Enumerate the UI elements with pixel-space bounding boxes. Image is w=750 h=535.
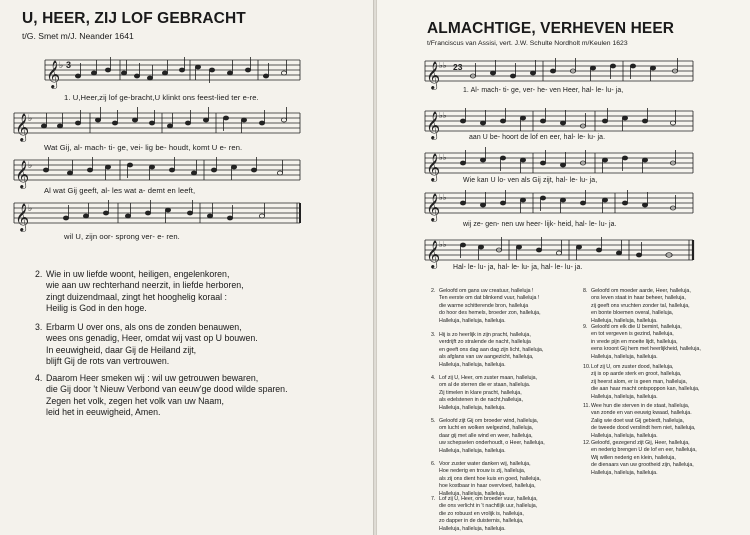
treble-clef-icon: 𝄞: [15, 160, 30, 188]
lyric-line: wil U, zijn oor- sprong ver- e- ren.: [64, 232, 180, 241]
treble-clef-icon: 𝄞: [46, 60, 61, 88]
treble-clef-icon: 𝄞: [426, 193, 441, 221]
flat-icon: ♭: [28, 204, 33, 214]
flat-icon: ♭♭: [439, 240, 447, 249]
staff-2: [14, 113, 300, 133]
lyric-line: wij ze- gen- nen uw heer- lijk- heid, hal- le- lu- ja.: [463, 221, 617, 228]
lyric-line: Al wat Gij geeft, al- les wat a- demt en leeft,: [44, 186, 196, 195]
time-signature: 23: [453, 62, 463, 72]
lyric-line: aan U be- hoort de lof en eer, hal- le- lu- ja.: [469, 134, 606, 141]
flat-icon: ♭♭: [439, 111, 447, 120]
flat-icon: ♭♭: [439, 61, 447, 70]
treble-clef-icon: 𝄞: [15, 113, 30, 141]
lyric-line: Wat Gij, al- mach- ti- ge, vei- lig be- houdt, komt U e- ren.: [44, 143, 243, 152]
verse-11: 11. Wee hun die sterven in de staat, halleluja, van zonde en van eeuwig kwaad, halleluja. Zalig wie doet wat Gij gebiedt, halleluja, de tweede dood verslindt hem niet, halleluja, Halleluja, halleluja, halleluja.: [583, 403, 696, 439]
notes-2: [460, 108, 675, 131]
lyric-line: Wie kan U lo- ven als Gij zijt, hal- le- lu- ja,: [463, 177, 598, 184]
verse-3: 3. Erbarm U over ons, als ons de zonden benauwen, wees ons genadig, Heer, omdat wij vast op U bouwen. In eeuwigheid, daar Gij de Heiland zijt, blijft Gij de rots van vertrouwen.: [35, 322, 258, 366]
notes-3: [460, 147, 675, 173]
flat-icon: ♭: [28, 114, 33, 124]
staff-1: [425, 61, 693, 81]
verse-4: 4. Lof zij U, Heer, om zuster maan, halleluja, om al de sterren die er staan, halleluja. Zij timelen in klare pracht, halleluja, als edelstenen in de nacht,halleluja, Halleluja, halleluja, halleluja.: [431, 375, 538, 411]
time-signature: 3: [66, 60, 72, 70]
staff-1: [45, 60, 300, 80]
treble-clef-icon: 𝄞: [426, 111, 441, 139]
flat-icon: ♭: [28, 161, 33, 171]
notes-3: [43, 157, 282, 180]
verse-3: 3. Hij is zo heerlijk in zijn pracht, halleluja, verdrijft zo stralende de nacht, halleluja en geeft ons dag aan dag zijn licht, halleluja, als afglans van uw aangezicht, halleluja, Halleluja, halleluja, halleluja.: [431, 332, 544, 368]
lyric-line: 1. Al- mach- ti- ge, ver- he- ven Heer, hal- le- lu- ja,: [463, 87, 624, 94]
page-title: U, HEER, ZIJ LOF GEBRACHT: [22, 10, 246, 27]
flat-icon: ♭: [59, 61, 64, 71]
staff-4: [14, 203, 300, 223]
flat-icon: ♭♭: [439, 153, 447, 162]
treble-clef-icon: 𝄞: [426, 153, 441, 181]
notes-1: [470, 58, 677, 81]
treble-clef-icon: 𝄞: [15, 203, 30, 231]
flat-icon: ♭♭: [439, 193, 447, 202]
right-page: [377, 0, 750, 535]
lyric-line: 1. U,Heer,zij lof ge-bracht,U klinkt ons feest-lied ter e-re.: [64, 93, 259, 102]
verse-10: 10. Lof zij U, om zuster dood, halleluja, zij is op aarde sterk en groot, halleluja, zij heerst alom, er is geen man, halleluja, die aan haar macht ontspoppon kan, halleluja, Halleluja, halleluja, halleluja.: [583, 364, 700, 400]
notes-4: [63, 200, 264, 223]
staff-3: [14, 160, 300, 180]
verse-4: 4. Daarom Heer smeken wij : wil uw getrouwen bewaren, die Gij door 't Nieuw Verbond van eeuw'ge dood wilde sparen. Zegen het volk, zegen het volk van uw Naam, leid het in eeuwigheid, Amen.: [35, 373, 288, 417]
verse-8: 8. Geloofd om moeder aarde, Heer, halleluja, ons leven staat in haar beheer, halleluja, zij geeft ons vruchten zonder tal, halleluja, en bonte bloemen overal, halleluja, Halleluja, halleluja, halleluja.: [583, 288, 691, 324]
verse-6: 6. Voor zuster water danken wij, halleluja, Hoe nederig en trouw is zij, halleluja, als zij ons dient hoe kuis en goed, halleluja, hoe kostbaar in haar overvloed, halleluja, Halleluja, halleluja, halleluja.: [431, 461, 541, 497]
lyric-line: Hal- le- lu- ja, hal- le- lu- ja, hal- le- lu- ja.: [453, 264, 583, 271]
treble-clef-icon: 𝄞: [426, 61, 441, 89]
page-title: ALMACHTIGE, VERHEVEN HEER: [427, 20, 675, 37]
verse-2: 2. Wie in uw liefde woont, heiligen, engelenkoren, wie aan uw rechterhand neerzit, in liefde herboren, zingt duizendmaal, zingt het hooghelig koraal : Heilig is God in den hoge.: [35, 269, 244, 313]
staff-5: [425, 240, 693, 260]
verse-12: 12. Geloofd, gezegend zijt Gij, Heer, halleluja, en nederig brengen U de lof en eer, halleluja, Wij willen nederig en klein, halleluja, de dienaars van uw grootheid zijn, halleluja, Halleluja, halleluja, halleluja.: [583, 440, 697, 476]
song-credit: t/Franciscus van Assisi, vert. J.W. Schulte Nordholt m/Keulen 1623: [427, 40, 628, 47]
verse-7: 7. Lof zij U, Heer, om broeder vuur, halleluja, die ons verlicht in 't nachtlijk uur, halleluja, die zo robuust en vrolijk is, halleluja, zo dapper in de duisternis, halleluja, Halleluja, halleluja, halleluja.: [431, 496, 538, 532]
notes-4: [460, 190, 675, 213]
treble-clef-icon: 𝄞: [426, 240, 441, 268]
verse-2: 2. Geloofd om gans uw creatuur, halleluja ! Ten eerste om dat blinkend vuur, halleluja ! die warme schitterende bron, halleluja do hoor des hemels, broeder zon, halleluja, Halleluja, halleluja, halleluja.: [431, 288, 541, 324]
song-credit: t/G. Smet m/J. Neander 1641: [22, 31, 134, 41]
notes-2: [41, 107, 286, 133]
music-score: [0, 0, 373, 260]
verse-5: 5. Geloofd zijt Gij om broeder wind, halleluja, om lucht en wolken welgezind, halleluja, daar gij met alle wind en weer, halleluja, uw schepselen onderhoudt, o Heer, halleluja, Halleluja, halleluja, halleluja.: [431, 418, 545, 454]
verse-9: 9. Geloofd om elk die U bemint, halleluja, en tot vergeven is gezind, halleluja, in vrede pijn en moeite lijdt, halleluja, eens kroont Gij hem met heerlijkheid, halleluja, Halleluja, halleluja, halleluja.: [583, 324, 701, 360]
notes-5: [460, 237, 672, 260]
left-page: [0, 0, 373, 535]
